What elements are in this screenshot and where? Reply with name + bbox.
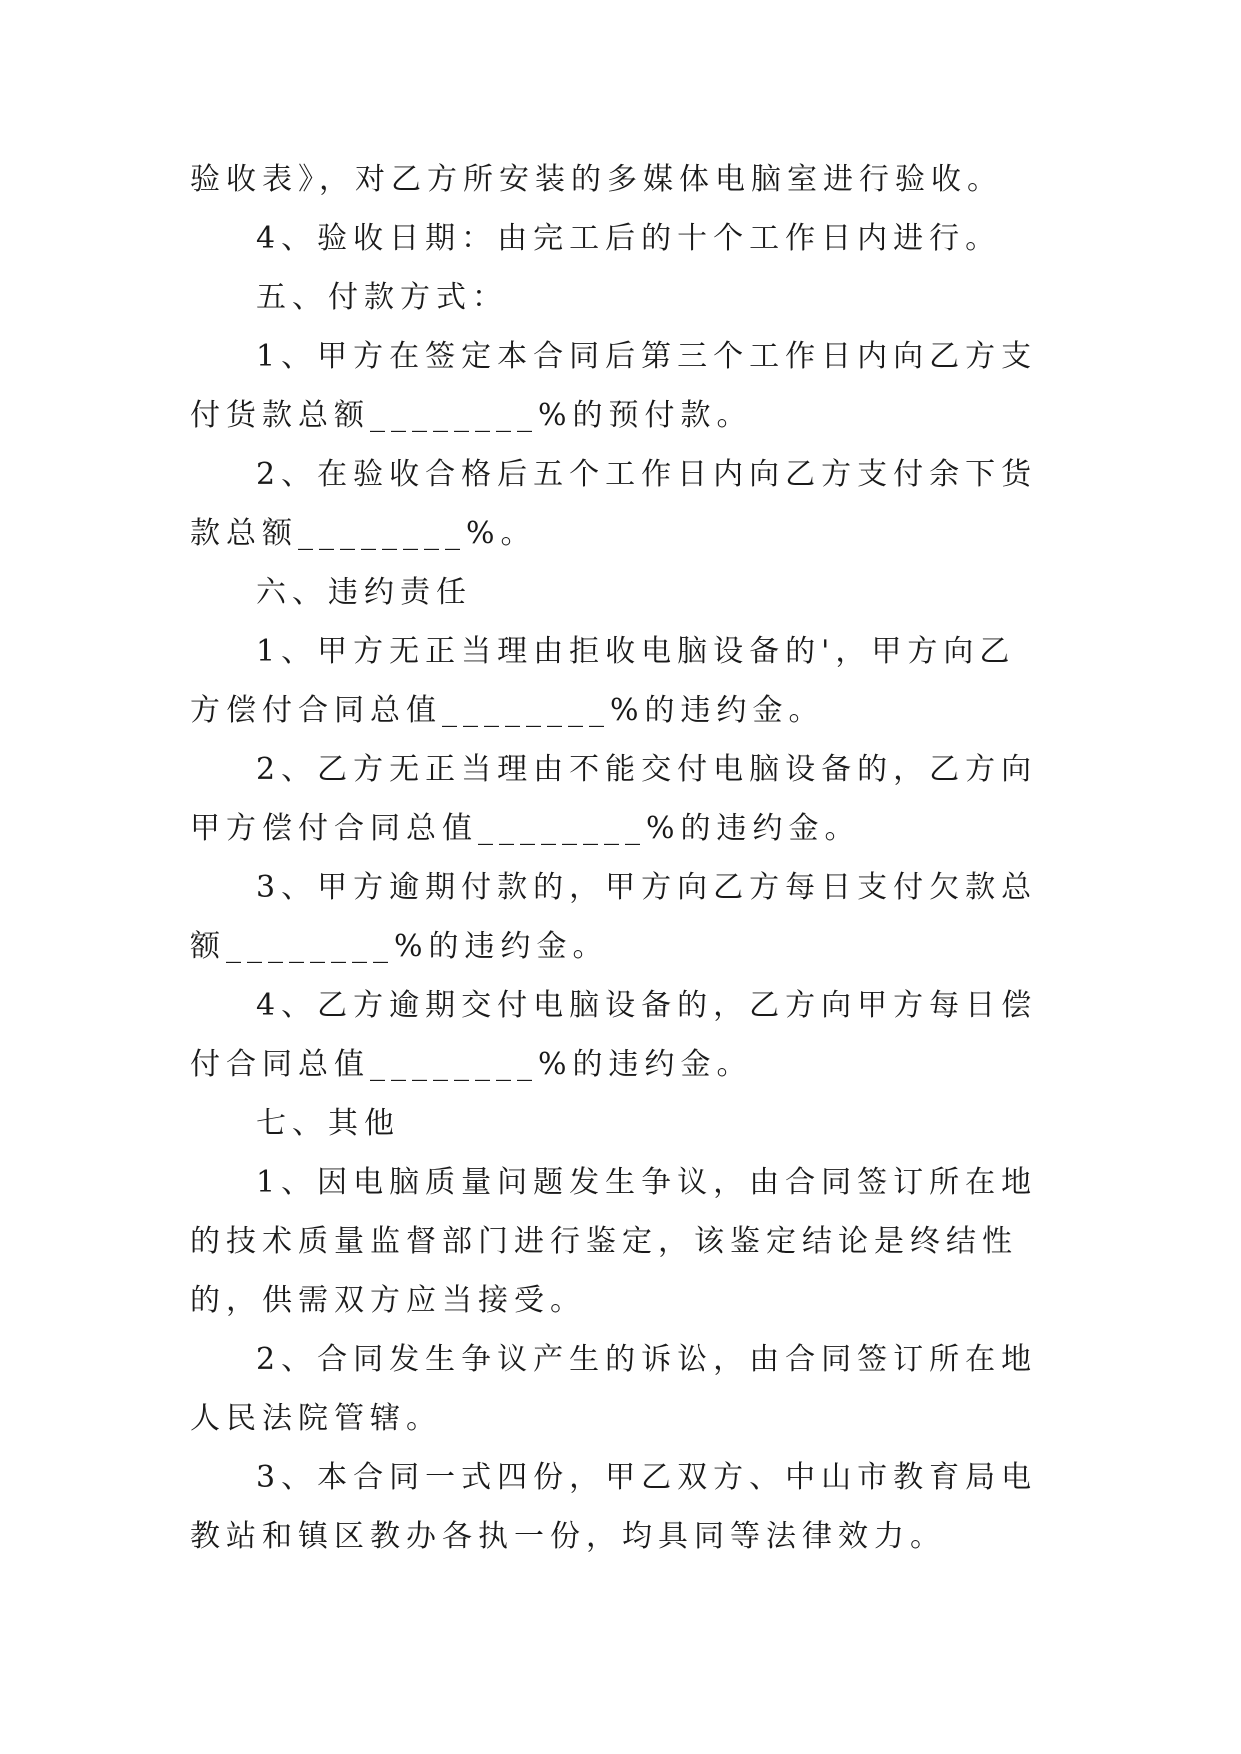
section-heading-liability: 六、违约责任 — [256, 575, 472, 610]
section-heading-payment: 五、付款方式： — [256, 280, 508, 315]
paragraph-liability-1: 1、甲方无正当理由拒收电脑设备的'，甲方向乙方偿付合同总值________%的违约金。 — [190, 634, 1016, 728]
paragraph-other-3: 3、本合同一式四份，甲乙双方、中山市教育局电教站和镇区教办各执一份，均具同等法律效力。 — [190, 1460, 1038, 1554]
paragraph-liability-4: 4、乙方逾期交付电脑设备的，乙方向甲方每日偿付合同总值________%的违约金。 — [190, 988, 1038, 1082]
paragraph-payment-1: 1、甲方在签定本合同后第三个工作日内向乙方支付货款总额________%的预付款。 — [190, 339, 1038, 433]
paragraph-other-1: 1、因电脑质量问题发生争议，由合同签订所在地的技术质量监督部门进行鉴定，该鉴定结论是终结性的，供需双方应当接受。 — [190, 1165, 1038, 1318]
paragraph-acceptance-form-continued: 验收表》，对乙方所安装的多媒体电脑室进行验收。 — [190, 162, 1003, 197]
paragraph-other-2: 2、合同发生争议产生的诉讼，由合同签订所在地人民法院管辖。 — [190, 1342, 1038, 1436]
section-heading-other: 七、其他 — [256, 1106, 400, 1141]
paragraph-liability-3: 3、甲方逾期付款的，甲方向乙方每日支付欠款总额________%的违约金。 — [190, 870, 1038, 964]
paragraph-payment-2: 2、在验收合格后五个工作日内向乙方支付余下货款总额________%。 — [190, 457, 1038, 551]
paragraph-acceptance-date: 4、验收日期：由完工后的十个工作日内进行。 — [256, 221, 1002, 256]
paragraph-liability-2: 2、乙方无正当理由不能交付电脑设备的，乙方向甲方偿付合同总值________%的违约金。 — [190, 752, 1038, 846]
